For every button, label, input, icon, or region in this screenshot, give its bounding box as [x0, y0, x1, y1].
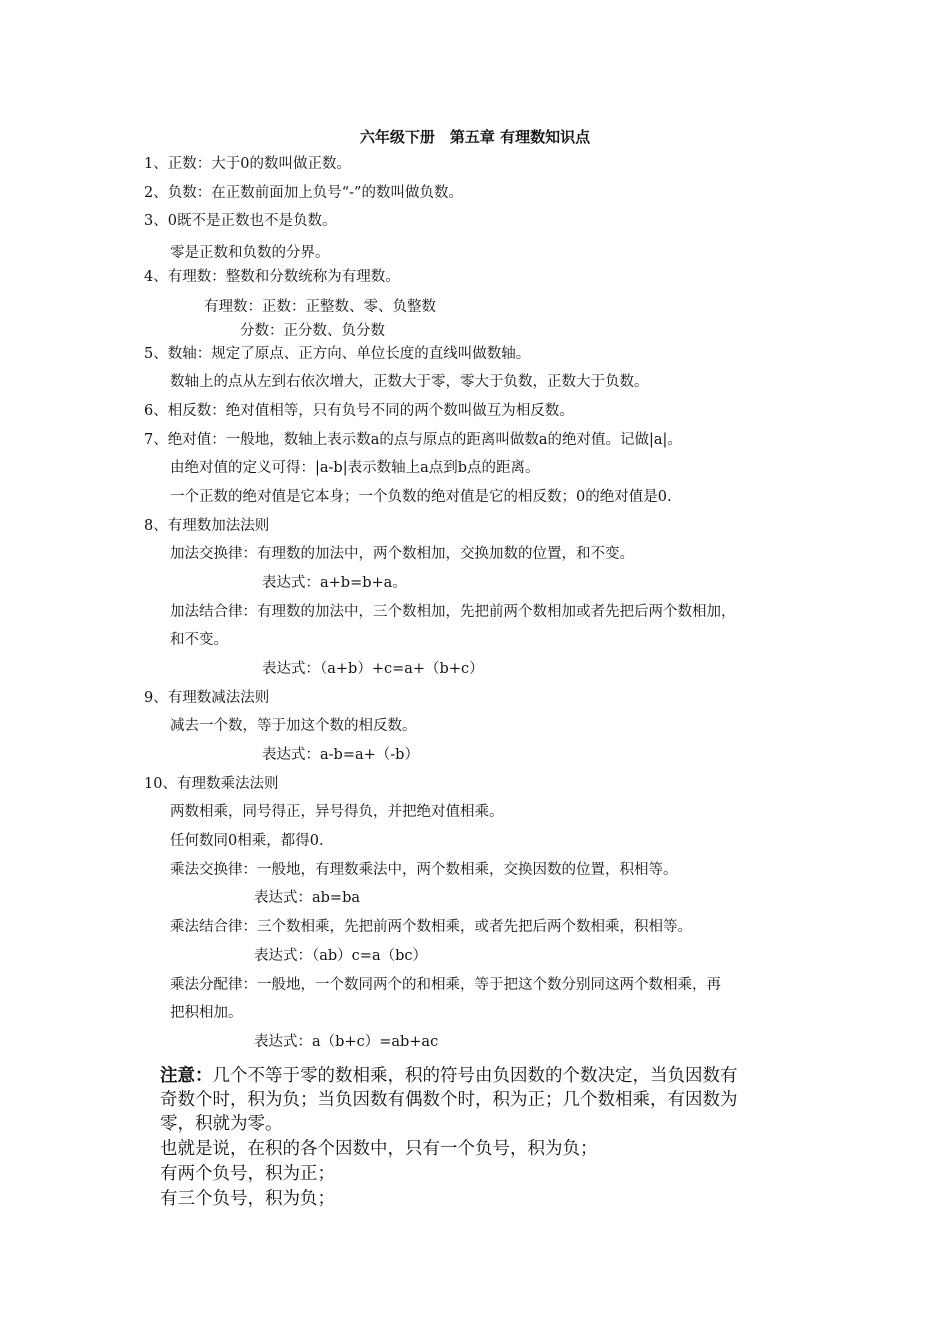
text-line: 一个正数的绝对值是它本身；一个负数的绝对值是它的相反数；0的绝对值是0.	[170, 489, 672, 505]
text-line: 表达式：a（b+c）=ab+ac	[254, 1034, 439, 1050]
note-line: 奇数个时，积为负；当负因数有偶数个时，积为正；几个数相乘，有因数为	[160, 1090, 738, 1110]
text-line: 8、有理数加法法则	[144, 518, 270, 534]
text-line: 表达式：（ab）c=a（bc）	[254, 948, 427, 964]
text-line: 乘法交换律：一般地，有理数乘法中，两个数相乘，交换因数的位置，积相等。	[170, 862, 678, 878]
text-line: 表达式：ab=ba	[254, 890, 361, 906]
text-line: 加法结合律：有理数的加法中，三个数相加，先把前两个数相加或者先把后两个数相加，	[170, 604, 736, 620]
text-line: 表达式：a-b=a+（-b）	[262, 747, 419, 763]
text-line: 5、数轴：规定了原点、正方向、单位长度的直线叫做数轴。	[144, 346, 531, 362]
text-line: 有理数：正数：正整数、零、负整数	[204, 299, 436, 315]
note-line	[160, 1064, 738, 1088]
text-line: 表达式：a+b=b+a。	[262, 575, 407, 591]
text-line: 3、0既不是正数也不是负数。	[144, 213, 337, 229]
note-line: 有两个负号，积为正；	[160, 1164, 335, 1184]
note-line: 有三个负号，积为负；	[160, 1189, 335, 1209]
text-line: 零是正数和负数的分界。	[170, 245, 330, 261]
note-line: 零，积就为零。	[160, 1114, 283, 1134]
note-label: 注意：	[160, 1066, 213, 1086]
text-line: 表达式：（a+b）+c=a+（b+c）	[262, 661, 484, 677]
text-line: 6、相反数：绝对值相等，只有负号不同的两个数叫做互为相反数。	[144, 403, 574, 419]
text-line: 减去一个数，等于加这个数的相反数。	[170, 718, 417, 734]
note-text: 几个不等于零的数相乘，积的符号由负因数的个数决定，当负因数有	[212, 1066, 738, 1086]
text-line: 1、正数：大于0的数叫做正数。	[144, 156, 351, 172]
text-line: 和不变。	[170, 632, 228, 648]
text-line: 9、有理数减法法则	[144, 690, 270, 706]
text-line: 数轴上的点从左到右依次增大，正数大于零，零大于负数，正数大于负数。	[170, 374, 649, 390]
text-line: 乘法分配律：一般地，一个数同两个的和相乘，等于把这个数分别同这两个数相乘，再	[170, 977, 721, 993]
page-title: 六年级下册 第五章 有理数知识点	[359, 128, 591, 146]
text-line: 两数相乘，同号得正，异号得负，并把绝对值相乘。	[170, 804, 504, 820]
text-line: 由绝对值的定义可得：|a-b|表示数轴上a点到b点的距离。	[170, 460, 540, 476]
text-line: 10、有理数乘法法则	[144, 776, 279, 792]
text-line: 任何数同0相乘，都得0.	[170, 833, 324, 849]
text-line: 分数：正分数、负分数	[240, 323, 385, 339]
text-line: 2、负数：在正数前面加上负号“-”的数叫做负数。	[144, 185, 463, 201]
text-line: 7、绝对值：一般地，数轴上表示数a的点与原点的距离叫做数a的绝对值。记做|a|。	[144, 432, 682, 448]
text-line: 4、有理数：整数和分数统称为有理数。	[144, 269, 400, 285]
text-line: 把积相加。	[170, 1005, 243, 1021]
text-line: 乘法结合律：三个数相乘，先把前两个数相乘，或者先把后两个数相乘，积相等。	[170, 919, 692, 935]
text-line: 加法交换律：有理数的加法中，两个数相加，交换加数的位置，和不变。	[170, 546, 634, 562]
note-line: 也就是说，在积的各个因数中，只有一个负号，积为负；	[160, 1139, 598, 1159]
